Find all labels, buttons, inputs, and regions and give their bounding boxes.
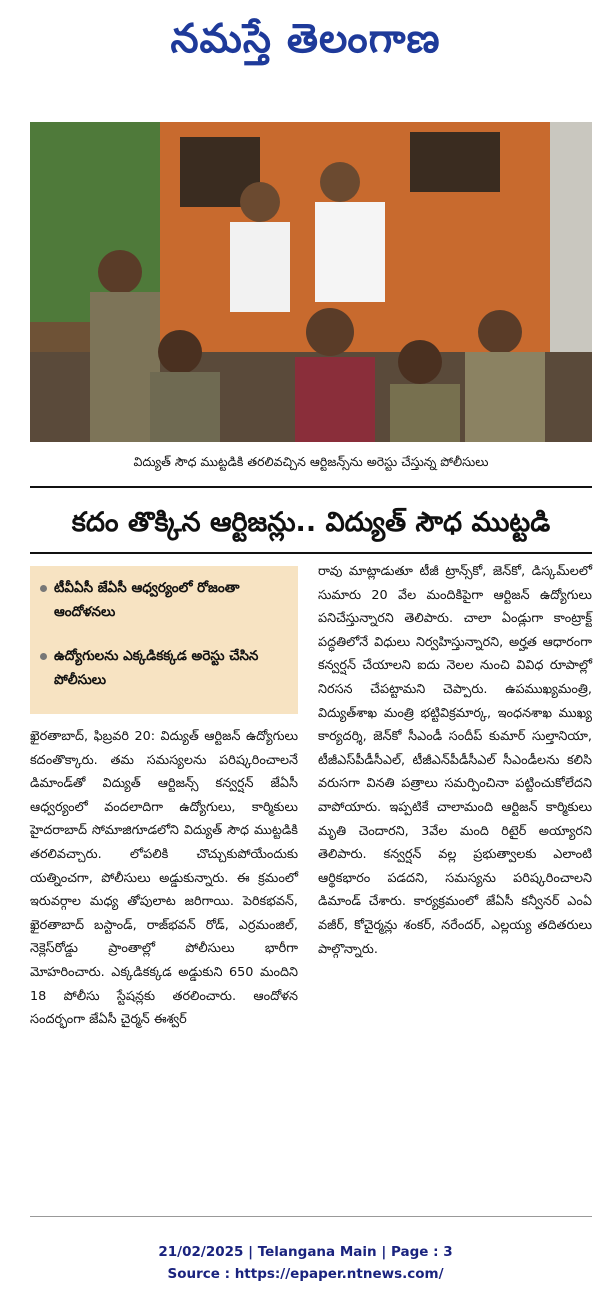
- highlight-text: టీవీఏసీ జేఏసీ ఆధ్వర్యంలో రోజంతా ఆందోళనలు: [54, 580, 240, 620]
- highlights-box: [30, 566, 298, 714]
- article-headline: కదం తొక్కిన ఆర్టిజన్లు.. విద్యుత్‌ సౌధ ముట్టడి: [71, 507, 551, 538]
- article-body-2: రావు మాట్లాడుతూ టీజీ ట్రాన్స్‌కో, జెన్‌కో, డిస్కమ్‌లలో సుమారు 20 వేల మందికిపైగా ఆర్టిజన్‌ ఉద్యోగులు పనిచేస్తున్నారని తెలిపారు. చాలా ఏండ్లుగా కాంట్రాక్ట్‌ పద్ధతిలోనే విధులు నిర్వహిస్తున్నారని, అర్హత ఆధారంగా కన్వర్షన్‌ చేయాలని ఐదు నెలల నుంచి వివిధ రూపాల్లో నిరసన చేపట్టామని చెప్పారు. ఉపముఖ్యమంత్రి, విద్యుత్‌శాఖ మంత్రి భట్టివిక్రమార్క, ఇంధనశాఖ ముఖ్య కార్యదర్శి, జెన్‌కో సీఎండీ సందీప్‌ కుమార్‌ సుల్తానియా, టీజీఎస్‌పీడీసీఎల్‌, టీజీఎన్‌పీడీసీఎల్‌ సీఎండీలను కలిసి వరుసగా వినతి పత్రాలు సమర్పించినా పట్టించుకోలేదని వాపోయారు. ఇప్పటికే చాలామంది ఆర్టిజన్‌ కార్మికులు మృతి చెందారని, 3వేల మంది రిటైర్‌ అయ్యారని తెలిపారు. కన్వర్షన్‌ వల్ల ప్రభుత్వాలకు ఎలాంటి ఆర్థికభారం పడదని, సమస్యను పరిష్కరించాలని డిమాండ్‌ చేశారు. కార్యక్రమంలో జేఏసీ కన్వీనర్‌ ఎంఏ వజీర్‌, కోచైర్మన్లు శంకర్‌, నరేందర్‌, ఎల్లయ్య తదితరులు పాల్గొన్నారు.: [318, 564, 592, 957]
- article-column-1: [30, 725, 298, 1200]
- highlight-text: ఉద్యోగులను ఎక్కడికక్కడ అరెస్టు చేసిన పోలీసులు: [54, 648, 259, 688]
- divider-bottom: [30, 552, 592, 554]
- protest-arrest-photo: [30, 122, 592, 442]
- footer-date-line: 21/02/2025 | Telangana Main | Page : 3: [158, 1244, 453, 1260]
- footer-divider: [30, 1216, 592, 1217]
- photo-caption: విద్యుత్‌ సౌధ ముట్టడికి తరలివచ్చిన ఆర్టిజన్స్‌ను అరెస్టు చేస్తున్న పోలీసులు: [133, 454, 489, 469]
- news-photo: [30, 122, 592, 442]
- article-column-2: [318, 560, 592, 1200]
- masthead-title: నమస్తే తెలంగాణ: [170, 15, 441, 62]
- highlight-item: [40, 576, 290, 624]
- divider-top: [30, 486, 592, 488]
- footer-source-line: Source : https://epaper.ntnews.com/: [167, 1266, 444, 1282]
- highlight-item: [40, 644, 290, 692]
- bullet-icon: [40, 653, 47, 660]
- bullet-icon: [40, 585, 47, 592]
- article-body-1: ఖైరతాబాద్‌, ఫిబ్రవరి 20: విద్యుత్‌ ఆర్టిజన్‌ ఉద్యోగులు కదంతొక్కారు. తమ సమస్యలను పరిష్కరించాలనే డిమాండ్‌తో విద్యుత్‌ ఆర్టిజన్స్‌ కన్వర్షన్‌ జేఏసీ ఆధ్వర్యంలో వందలాదిగా ఉద్యోగులు, కార్మికులు హైదరాబాద్‌ సోమాజిగూడలోని విద్యుత్‌ సౌధ ముట్టడికి తరలివచ్చారు. లోపలికి చొచ్చుకుపోయేందుకు యత్నించగా, పోలీసులు అడ్డుకున్నారు. ఈ క్రమంలో ఇరువర్గాల మధ్య తోపులాట జరిగాయి. పెరికభవన్‌, ఖైరతాబాద్‌ బస్టాండ్‌, రాజ్‌భవన్‌ రోడ్‌, ఎర్రమంజిల్‌, నెక్లెస్‌రోడ్డు ప్రాంతాల్లో పోలీసులు భారీగా మోహరించారు. ఎక్కడికక్కడ అడ్డుకుని 650 మందిని 18 పోలీసు స్టేషన్లకు తరలించారు. ఆందోళన సందర్భంగా జేఏసీ చైర్మన్‌ ఈశ్వర్‌: [30, 729, 298, 1028]
